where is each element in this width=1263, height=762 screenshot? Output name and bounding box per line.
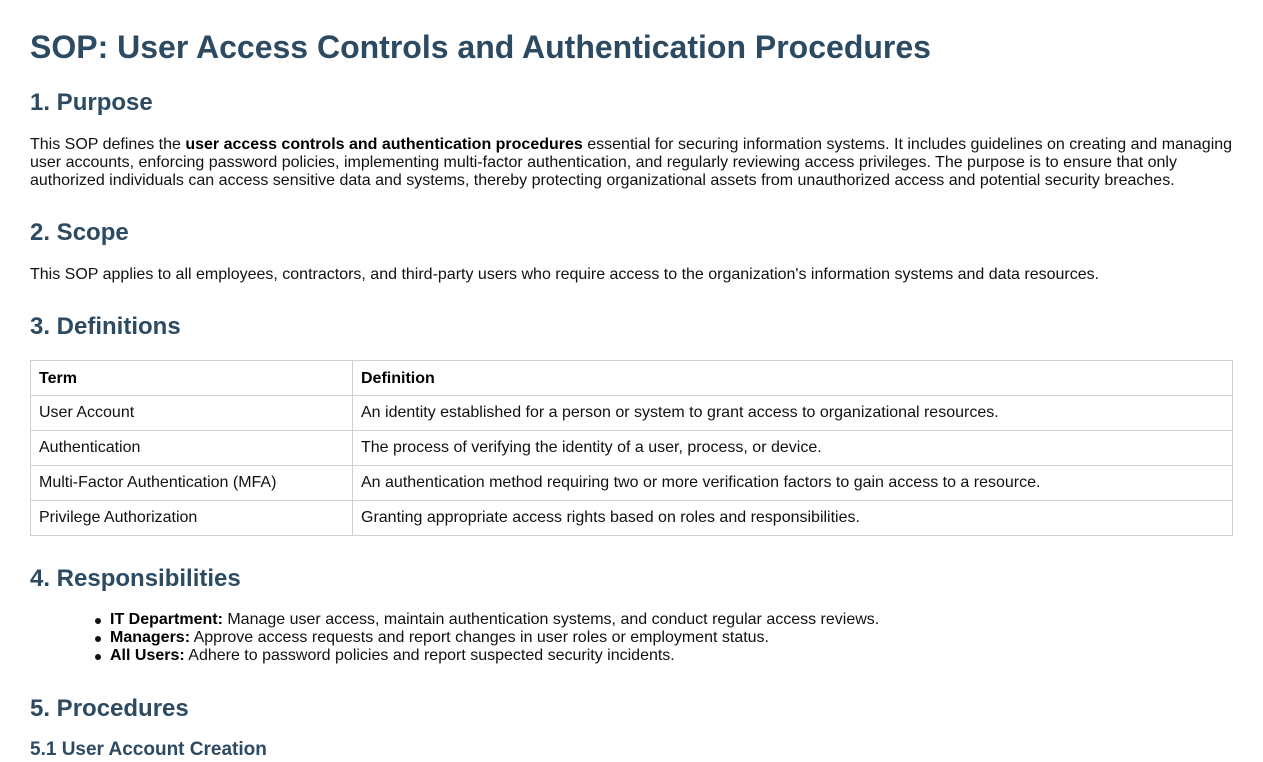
table-row bbox=[31, 466, 1233, 501]
scope-heading: 2. Scope bbox=[30, 219, 129, 246]
scope-paragraph: This SOP applies to all employees, contractors, and third-party users who require access to the organization's information systems and data resources. bbox=[30, 266, 1100, 283]
purpose-heading: 1. Purpose bbox=[30, 89, 153, 116]
procedures-subheading: 5.1 User Account Creation bbox=[30, 739, 267, 760]
term-cell: Privilege Authorization bbox=[31, 501, 353, 536]
list-item bbox=[110, 611, 879, 629]
term-cell: Multi-Factor Authentication (MFA) bbox=[31, 466, 353, 501]
table-row bbox=[31, 396, 1233, 431]
role-label: All Users: bbox=[110, 647, 185, 664]
list-item bbox=[110, 647, 879, 665]
table-row bbox=[31, 431, 1233, 466]
definitions-heading: 3. Definitions bbox=[30, 313, 181, 340]
role-text: Approve access requests and report changes in user roles or employment status. bbox=[190, 629, 769, 646]
term-cell: Authentication bbox=[31, 431, 353, 466]
page-title: SOP: User Access Controls and Authentication Procedures bbox=[30, 29, 931, 65]
definition-cell: An identity established for a person or system to grant access to organizational resources. bbox=[353, 396, 1233, 431]
definition-cell: An authentication method requiring two or more verification factors to gain access to a resource. bbox=[353, 466, 1233, 501]
role-label: IT Department: bbox=[110, 611, 223, 628]
table-header-row bbox=[31, 361, 1233, 396]
definition-cell: The process of verifying the identity of a user, process, or device. bbox=[353, 431, 1233, 466]
definition-cell: Granting appropriate access rights based on roles and responsibilities. bbox=[353, 501, 1233, 536]
role-label: Managers: bbox=[110, 629, 191, 646]
column-header-term: Term bbox=[31, 361, 353, 396]
list-item bbox=[110, 629, 879, 647]
responsibilities-list bbox=[110, 611, 879, 665]
role-text: Adhere to password policies and report suspected security incidents. bbox=[184, 647, 675, 664]
table-row bbox=[31, 501, 1233, 536]
purpose-text-before: This SOP defines the bbox=[30, 136, 186, 153]
responsibilities-heading: 4. Responsibilities bbox=[30, 565, 241, 592]
purpose-text-bold: user access controls and authentication procedures bbox=[185, 136, 583, 153]
column-header-definition: Definition bbox=[353, 361, 1233, 396]
role-text: Manage user access, maintain authentication systems, and conduct regular access reviews. bbox=[222, 611, 880, 628]
term-cell: User Account bbox=[31, 396, 353, 431]
purpose-paragraph bbox=[30, 136, 1235, 190]
definitions-table bbox=[30, 360, 1233, 536]
procedures-heading: 5. Procedures bbox=[30, 695, 189, 722]
purpose-text-after: essential for securing information systems. It includes guidelines on creating and managing user accounts, enforcing password policies, implementing multi-factor authentication, and regularly reviewing access privileges. The purpose is to ensure that only authorized individuals can access sensitive data and systems, thereby protecting organizational assets from unauthorized access and potential security breaches. bbox=[30, 136, 1233, 189]
